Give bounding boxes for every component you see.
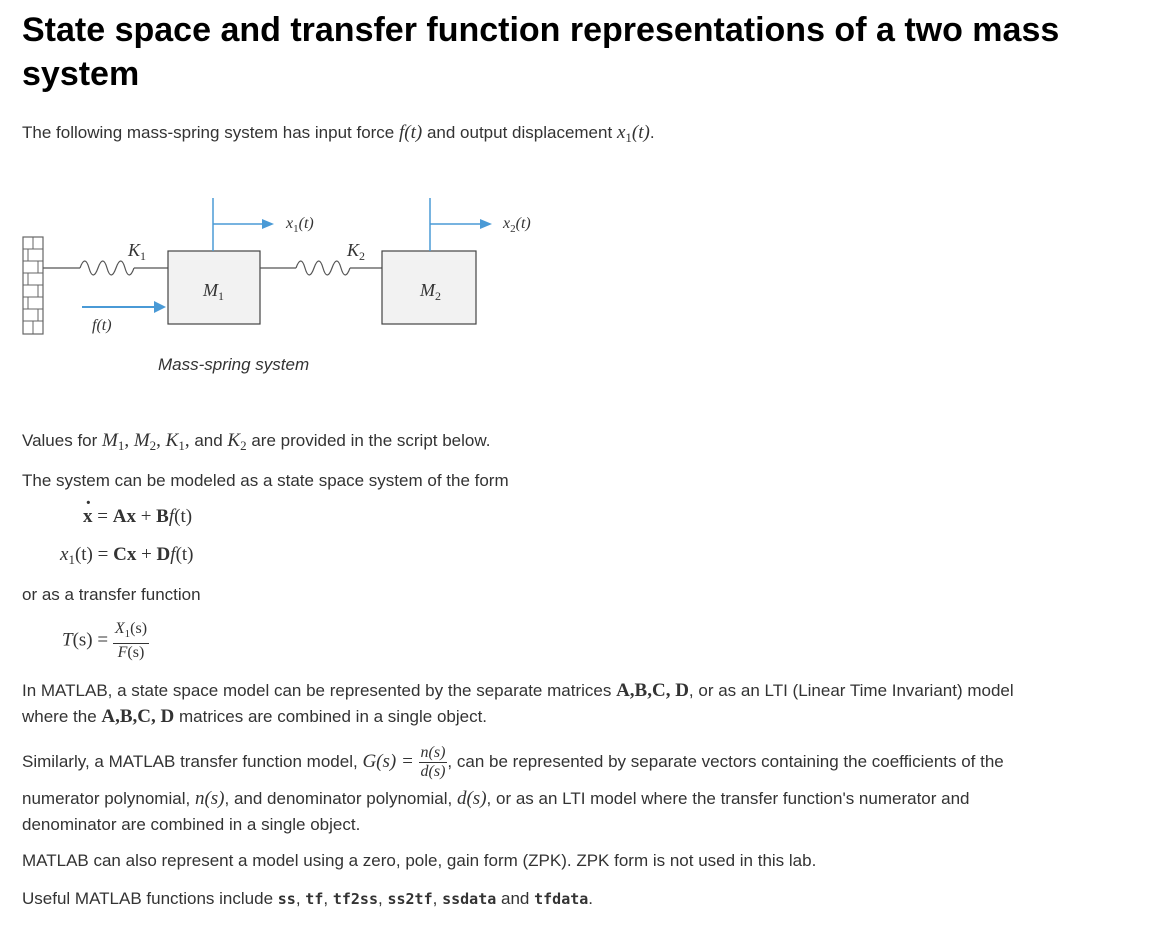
matlab-tf-paragraph-line2: numerator polynomial, n(s), and denominator polynomial, d(s), or as an LTI model where the transfer function's numerator and: [22, 788, 970, 809]
m2-label: $M_2$: [420, 280, 441, 303]
spring-k2: [260, 261, 382, 275]
transfer-function-equation: T(s) = $\frac{X_1(s)}{F(s)}$: [62, 620, 148, 661]
k1-label: $K_1$: [128, 240, 147, 263]
fn-tfdata: tfdata: [534, 890, 589, 908]
x1-arrow-head: [262, 219, 274, 229]
values-paragraph: Values for $M_1$, $M_2$, $K_1$, and $K_2$ are provided in the script below.: [22, 430, 491, 453]
matlab-ss-paragraph-line1: In MATLAB, a state space model can be represented by the separate matrices A,B,C, D, or as an LTI (Linear Time Invariant) model: [22, 680, 1014, 701]
matlab-tf-paragraph-line1: Similarly, a MATLAB transfer function model, G(s) = $\frac{n(s)}{d(s)}$ , can be represented by separate vectors containing the coefficients of the: [22, 744, 1004, 780]
g-fraction: $\frac{n(s)}{d(s)}$: [420, 744, 446, 780]
model-paragraph: The system can be modeled as a state space system of the form: [22, 471, 509, 490]
intro-text: The following mass-spring system has input force: [22, 123, 395, 142]
fn-tf: tf: [305, 890, 324, 908]
spring-k1: [43, 261, 168, 275]
page-title: State space and transfer function representations of a two mass system: [22, 11, 1060, 93]
intro-paragraph: The following mass-spring system has input force f(t) and output displacement $x_1(t)$.: [22, 122, 655, 145]
force-arrow-head: [154, 301, 166, 313]
matlab-ss-paragraph-line2: where the A,B,C, D matrices are combined in a single object.: [22, 706, 488, 727]
matlab-tf-paragraph-line3: denominator are combined in a single object.: [22, 815, 361, 834]
fn-tf2ss: tf2ss: [332, 890, 378, 908]
x1-label: $x_1(t)$: [286, 215, 314, 235]
k2-label: $K_2$: [347, 240, 366, 263]
x2-arrow-head: [480, 219, 492, 229]
mass-spring-diagram: [20, 190, 560, 350]
input-symbol: f(t): [399, 122, 423, 143]
diagram-caption: Mass-spring system: [158, 355, 310, 374]
output-symbol: $x_1(t)$: [616, 122, 650, 145]
zpk-paragraph: MATLAB can also represent a model using a zero, pole, gain form (ZPK). ZPK form is not used in this lab.: [22, 851, 817, 870]
force-label: f(t): [92, 317, 112, 334]
output-equation: $x_1(t) = Cx + Df(t)$: [60, 544, 194, 567]
tf-fraction: $\frac{X_1(s)}{F(s)}$: [114, 620, 148, 661]
tf-paragraph: or as a transfer function: [22, 585, 201, 604]
fn-ss: ss: [277, 890, 296, 908]
m1-label: $M_1$: [203, 280, 224, 303]
functions-paragraph: Useful MATLAB functions include ss, tf, tf2ss, ss2tf, ssdata and tfdata.: [22, 889, 594, 908]
intro-text-mid: and output displacement: [426, 123, 613, 142]
state-equation: · x = Ax + Bf(t): [83, 506, 192, 528]
fn-ssdata: ssdata: [442, 890, 497, 908]
x2-label: $x_2(t)$: [503, 215, 531, 235]
wall: [23, 237, 43, 334]
fn-ss2tf: ss2tf: [387, 890, 433, 908]
